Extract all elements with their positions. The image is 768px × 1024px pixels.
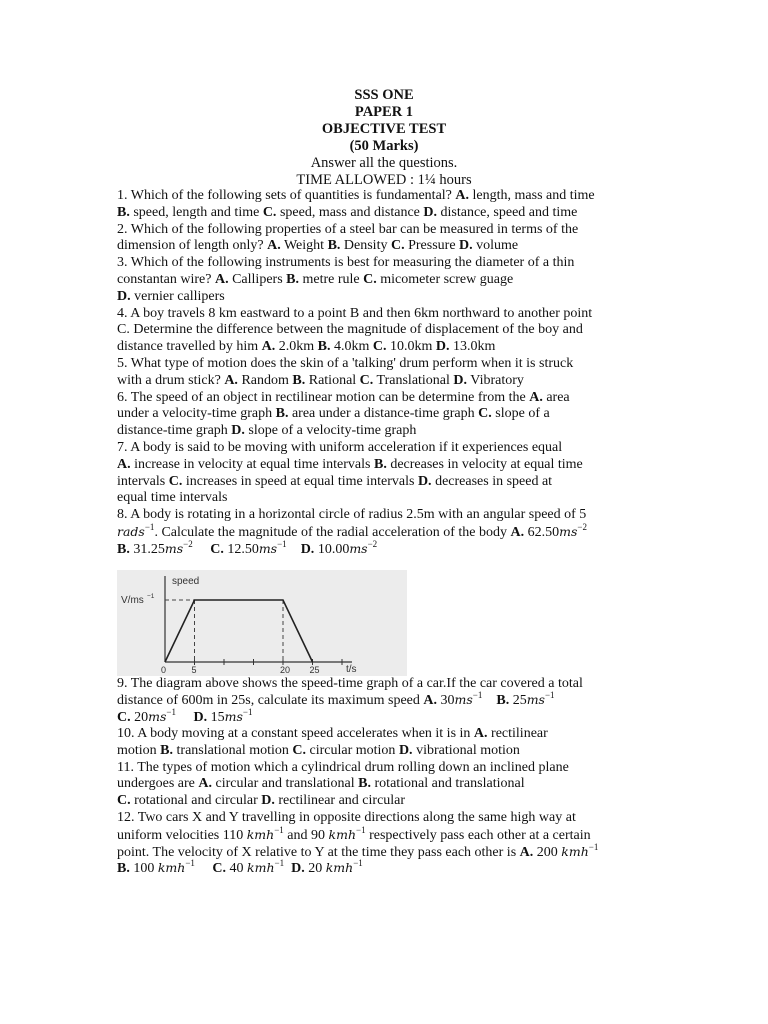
- q4-line-3: distance travelled by him A. 2.0km B. 4.0km C. 10.0km D. 13.0km: [117, 339, 496, 355]
- q3-line-2: constantan wire? A. Callipers B. metre rule C. micometer screw guage: [117, 271, 514, 287]
- q11-line-2: undergoes are A. circular and translational B. rotational and translational: [117, 776, 525, 792]
- q1-line-2: B. speed, length and time C. speed, mass and distance D. distance, speed and time: [117, 204, 578, 220]
- q3-line-3: D. vernier callipers: [117, 288, 225, 304]
- q8-line-2: rads$^{-1}$. Calculate the magnitude of the radial acceleration of the body A. $62.50ms^{-2}$: [117, 521, 587, 540]
- speed-time-graph-svg: [117, 570, 407, 676]
- x-tick-label: 20: [280, 664, 291, 675]
- exam-header: [0, 87, 768, 189]
- paper-heading: PAPER 1: [354, 104, 414, 120]
- class-heading: SSS ONE: [354, 87, 414, 103]
- speed-time-graph: [117, 570, 407, 676]
- q2-line-2: dimension of length only? A. Weight B. Density C. Pressure D. volume: [117, 238, 519, 254]
- q7-line-2: A. increase in velocity at equal time intervals B. decreases in velocity at equal time: [117, 456, 583, 472]
- q10-line-2: motion B. translational motion C. circular motion D. vibrational motion: [117, 742, 520, 758]
- q12-line-3: point. The velocity of X relative to Y at the time they pass each other is A. 200 kmh$^{-1}$: [117, 841, 599, 860]
- x-tick-label: 0: [161, 664, 167, 675]
- q6-line-1: 6. The speed of an object in rectilinear motion can be determine from the A. area: [117, 389, 570, 405]
- q12-line-1: 12. Two cars X and Y travelling in opposite directions along the same high way at: [117, 809, 576, 825]
- q11-line-3: C. rotational and circular D. rectilinear and circular: [117, 793, 406, 809]
- x-axis-label: t/s: [346, 663, 357, 675]
- marks-heading: (50 Marks): [349, 138, 419, 154]
- y-axis-label-speed: speed: [172, 575, 200, 587]
- time-allowed-line: TIME ALLOWED : 1¼ hours: [296, 172, 472, 188]
- q12-line-4: B. 100 kmh$^{-1}$ C. 40 kmh$^{-1}$ D. 20 kmh$^{-1}$: [117, 858, 363, 877]
- x-tick-label: 25: [309, 664, 320, 675]
- q8-line-1: 8. A body is rotating in a horizontal circle of radius 2.5m with an angular speed of 5: [117, 507, 587, 523]
- questions-body: [117, 188, 651, 877]
- q7-line-1: 7. A body is said to be moving with uniform acceleration if it experiences equal: [117, 439, 563, 455]
- q9-line-3: C. $20ms^{-1}$ D. $15ms^{-1}$: [117, 707, 253, 726]
- q3-line-1: 3. Which of the following instruments is best for measuring the diameter of a thin: [117, 255, 575, 271]
- test-heading: OBJECTIVE TEST: [321, 121, 447, 137]
- q6-line-3: distance-time graph D. slope of a velocity-time graph: [117, 423, 417, 439]
- q10-line-1: 10. A body moving at a constant speed accelerates when it is in A. rectilinear: [117, 725, 548, 741]
- q9-line-2: distance of 600m in 25s, calculate its maximum speed A. $30ms^{-1}$ B. $25ms^{-1}$: [117, 690, 555, 709]
- x-tick-label: 5: [191, 664, 197, 675]
- q7-line-4: equal time intervals: [117, 490, 228, 506]
- y-axis-label-exp: −1: [147, 592, 155, 600]
- q1-line-1: 1. Which of the following sets of quantities is fundamental? A. length, mass and time: [117, 188, 595, 203]
- q9-line-1: 9. The diagram above shows the speed-time graph of a car.If the car covered a total: [117, 675, 583, 691]
- q4-line-2: C. Determine the difference between the magnitude of displacement of the boy and: [117, 322, 583, 338]
- q5-line-1: 5. What type of motion does the skin of a 'talking' drum perform when it is struck: [117, 355, 574, 371]
- q4-line-1: 4. A boy travels 8 km eastward to a point B and then 6km northward to another point: [117, 305, 593, 321]
- y-axis-label-v: V/ms: [121, 594, 144, 606]
- speed-time-line: [165, 600, 313, 662]
- q5-line-2: with a drum stick? A. Random B. Rational C. Translational D. Vibratory: [117, 372, 524, 388]
- q12-line-2: uniform velocities 110 kmh$^{-1}$ and 90 kmh$^{-1}$ respectively pass each other at a certain: [117, 824, 591, 843]
- q8-line-3: B. $31.25ms^{-2}$ C. $12.50ms^{-1}$ D. $10.00ms^{-2}$: [117, 538, 378, 557]
- q11-line-1: 11. The types of motion which a cylindrical drum rolling down an inclined plane: [117, 759, 569, 775]
- q6-line-2: under a velocity-time graph B. area under a distance-time graph C. slope of a: [117, 406, 550, 422]
- q7-line-3: intervals C. increases in speed at equal time intervals D. decreases in speed at: [117, 473, 553, 489]
- instruction-line: Answer all the questions.: [310, 155, 458, 171]
- q2-line-1: 2. Which of the following properties of a steel bar can be measured in terms of the: [117, 221, 579, 237]
